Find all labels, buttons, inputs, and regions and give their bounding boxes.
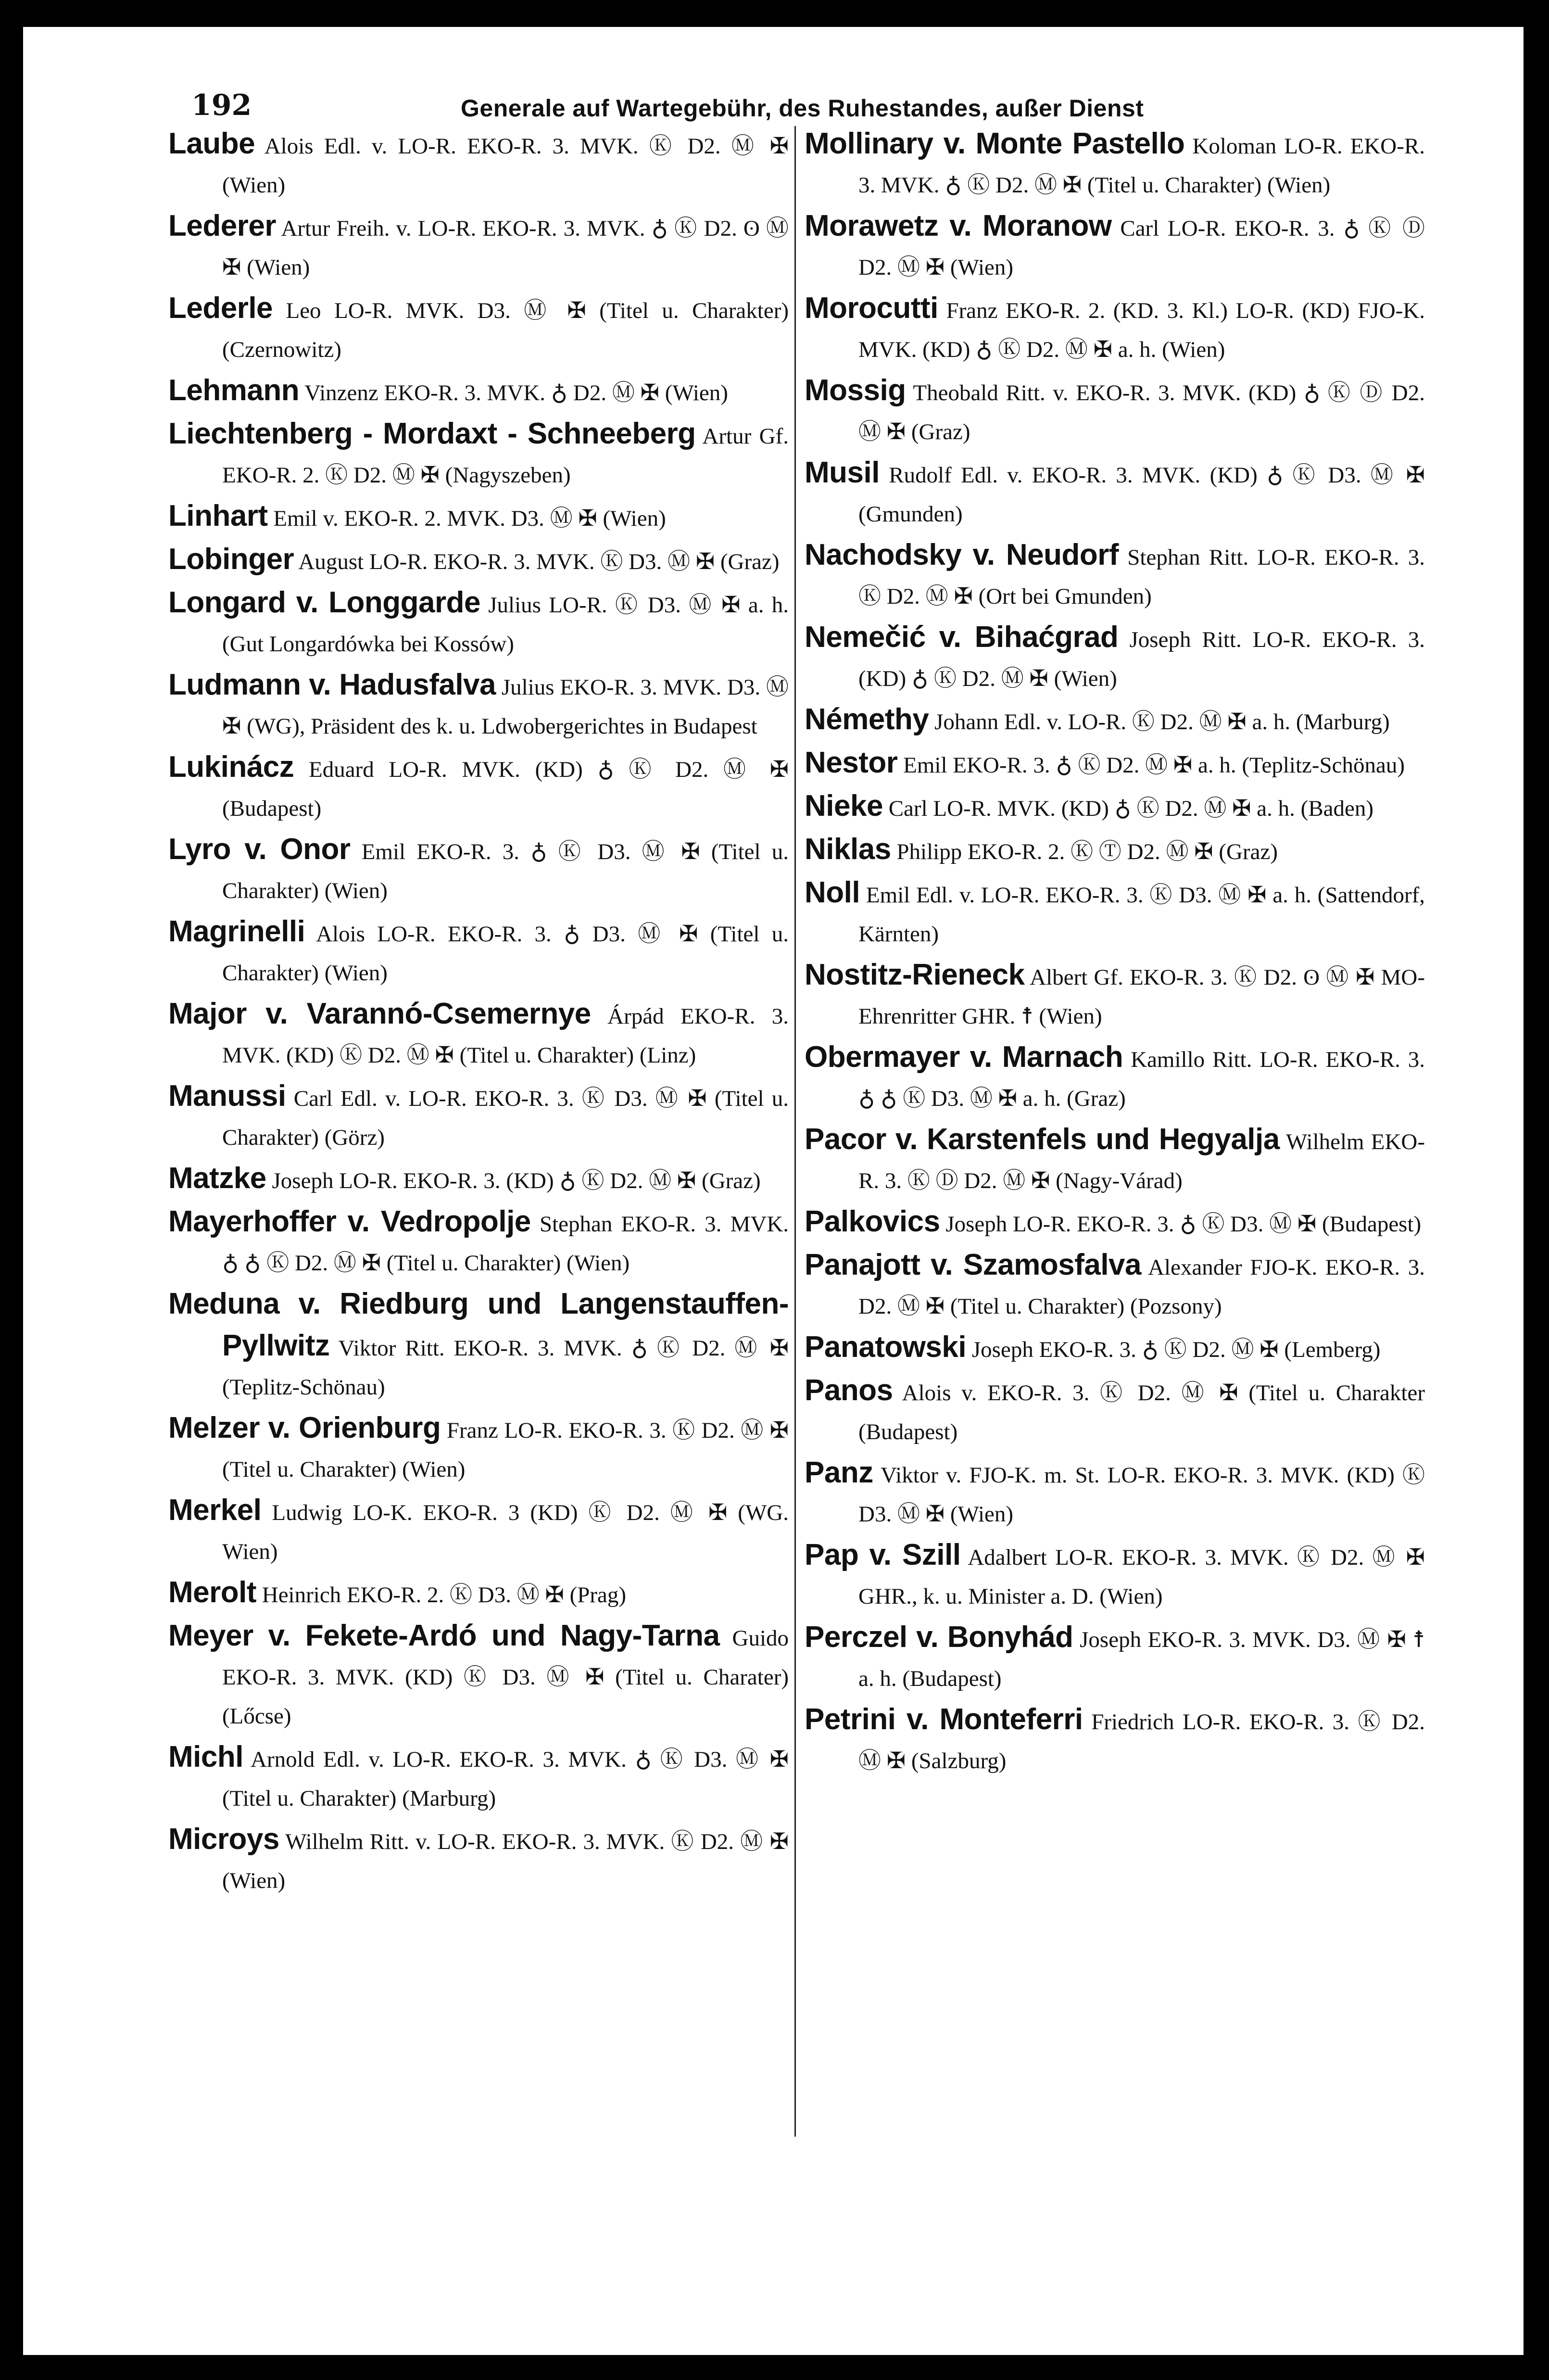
directory-entry bbox=[805, 1245, 1425, 1326]
entry-name: Lederer bbox=[168, 209, 276, 242]
entry-detail: Carl LO-R. MVK. (KD) ♁ Ⓚ D2. Ⓜ ✠ a. h. (Baden) bbox=[888, 796, 1374, 821]
entry-detail: Alois Edl. v. LO-R. EKO-R. 3. MVK. Ⓚ D2. Ⓜ ✠ (Wien) bbox=[222, 134, 789, 198]
entry-name: Longard v. Longgarde bbox=[168, 586, 480, 619]
entry-detail: Joseph LO-R. EKO-R. 3. ♁ Ⓚ D3. Ⓜ ✠ (Budapest) bbox=[945, 1212, 1422, 1237]
entry-detail: Árpád EKO-R. 3. MVK. (KD) Ⓚ D2. Ⓜ ✠ (Titel u. Charakter) (Linz) bbox=[222, 1004, 789, 1068]
entry-name: Panatowski bbox=[805, 1330, 967, 1364]
entry-name: Nieke bbox=[805, 789, 883, 823]
entry-detail: Theobald Ritt. v. EKO-R. 3. MVK. (KD) ♁ Ⓚ Ⓓ D2. Ⓜ ✠ (Graz) bbox=[858, 380, 1425, 444]
directory-entry bbox=[805, 873, 1425, 954]
entry-name: Morocutti bbox=[805, 291, 938, 325]
entry-detail: Julius EKO-R. 3. MVK. D3. Ⓜ ✠ (WG), Präsident des k. u. Ldwobergerichtes in Budapest bbox=[222, 675, 789, 739]
directory-entry bbox=[805, 1371, 1425, 1452]
entry-detail: Franz EKO-R. 2. (KD. 3. Kl.) LO-R. (KD) FJO-K. MVK. (KD) ♁ Ⓚ D2. Ⓜ ✠ a. h. (Wien) bbox=[858, 298, 1425, 362]
directory-entry bbox=[805, 1618, 1425, 1698]
directory-entry bbox=[168, 747, 789, 828]
directory-entry bbox=[805, 618, 1425, 698]
entry-detail: Viktor Ritt. EKO-R. 3. MVK. ♁ Ⓚ D2. Ⓜ ✠ (Teplitz-Schönau) bbox=[222, 1336, 789, 1400]
entry-detail: Alois LO-R. EKO-R. 3. ♁ D3. Ⓜ ✠ (Titel u. Charakter) (Wien) bbox=[222, 922, 789, 986]
directory-entry bbox=[168, 414, 789, 495]
entry-name: Merkel bbox=[168, 1494, 262, 1527]
page-number: 192 bbox=[191, 89, 252, 122]
entry-name: Lukinácz bbox=[168, 750, 294, 784]
entry-detail: Carl LO-R. EKO-R. 3. ♁ Ⓚ Ⓓ D2. Ⓜ ✠ (Wien) bbox=[858, 216, 1425, 280]
directory-entry bbox=[168, 1820, 789, 1900]
directory-entry bbox=[805, 700, 1425, 742]
entry-detail: Wilhelm EKO-R. 3. Ⓚ Ⓓ D2. Ⓜ ✠ (Nagy-Várad) bbox=[858, 1129, 1425, 1193]
directory-entry bbox=[168, 289, 789, 369]
entry-name: Laube bbox=[168, 127, 255, 160]
entry-detail: Joseph EKO-R. 3. MVK. D3. Ⓜ ✠ ☨ a. h. (Budapest) bbox=[858, 1627, 1425, 1691]
entry-name: Panajott v. Szamosfalva bbox=[805, 1248, 1142, 1281]
column-divider bbox=[794, 126, 796, 2137]
entry-name: Lederle bbox=[168, 291, 273, 325]
entry-detail: Viktor v. FJO-K. m. St. LO-R. EKO-R. 3. MVK. (KD) Ⓚ D3. Ⓜ ✠ (Wien) bbox=[858, 1463, 1425, 1527]
directory-entry bbox=[805, 535, 1425, 616]
entry-name: Panz bbox=[805, 1456, 873, 1489]
entry-name: Mollinary v. Monte Pastello bbox=[805, 127, 1185, 160]
directory-entry bbox=[805, 830, 1425, 872]
directory-entry bbox=[805, 1453, 1425, 1534]
entry-detail: Arnold Edl. v. LO-R. EKO-R. 3. MVK. ♁ Ⓚ D3. Ⓜ ✠ (Titel u. Charakter) (Marburg) bbox=[222, 1747, 789, 1811]
entry-name: Mayerhoffer v. Vedropolje bbox=[168, 1205, 531, 1238]
directory-entry bbox=[805, 1120, 1425, 1201]
entry-detail: Alois v. EKO-R. 3. Ⓚ D2. Ⓜ ✠ (Titel u. Charakter (Budapest) bbox=[858, 1380, 1425, 1444]
directory-entry bbox=[168, 540, 789, 582]
entry-name: Noll bbox=[805, 876, 860, 909]
entry-name: Perczel v. Bonyhád bbox=[805, 1620, 1073, 1654]
entry-detail: Heinrich EKO-R. 2. Ⓚ D3. Ⓜ ✠ (Prag) bbox=[262, 1582, 627, 1608]
entry-name: Panos bbox=[805, 1374, 893, 1407]
entry-name: Manussi bbox=[168, 1079, 286, 1113]
entry-name: Niklas bbox=[805, 833, 891, 866]
directory-entry bbox=[805, 289, 1425, 369]
directory-entry bbox=[168, 583, 789, 664]
entry-detail: Joseph Ritt. LO-R. EKO-R. 3. (KD) ♁ Ⓚ D2. Ⓜ ✠ (Wien) bbox=[858, 627, 1425, 691]
directory-entry bbox=[805, 1535, 1425, 1616]
directory-entry bbox=[168, 206, 789, 287]
directory-entry bbox=[168, 994, 789, 1075]
entry-detail: Leo LO-R. MVK. D3. Ⓜ ✠ (Titel u. Charakter) (Czernowitz) bbox=[222, 298, 789, 362]
entry-name: Meduna v. Riedburg und Langenstauffen-Pyllwitz bbox=[168, 1287, 789, 1362]
directory-entry bbox=[168, 1284, 789, 1407]
entry-detail: Artur Freih. v. LO-R. EKO-R. 3. MVK. ♁ Ⓚ D2. ʘ Ⓜ ✠ (Wien) bbox=[222, 216, 789, 280]
entry-detail: Carl Edl. v. LO-R. EKO-R. 3. Ⓚ D3. Ⓜ ✠ (Titel u. Charakter) (Görz) bbox=[222, 1086, 789, 1150]
directory-entry bbox=[805, 1328, 1425, 1369]
entry-name: Lobinger bbox=[168, 543, 294, 576]
entry-detail: Rudolf Edl. v. EKO-R. 3. MVK. (KD) ♁ Ⓚ D3. Ⓜ ✠ (Gmunden) bbox=[858, 463, 1425, 527]
directory-entry bbox=[805, 453, 1425, 534]
directory-entry bbox=[168, 1202, 789, 1283]
entry-name: Pacor v. Karstenfels und Hegyalja bbox=[805, 1123, 1280, 1156]
entry-name: Mossig bbox=[805, 374, 906, 407]
entry-detail: Vinzenz EKO-R. 3. MVK. ♁ D2. Ⓜ ✠ (Wien) bbox=[304, 380, 728, 405]
entry-name: Magrinelli bbox=[168, 915, 305, 948]
entry-detail: Kamillo Ritt. LO-R. EKO-R. 3. ♁ ♁ Ⓚ D3. Ⓜ ✠ a. h. (Graz) bbox=[858, 1047, 1425, 1111]
entry-name: Major v. Varannó-Csemernye bbox=[168, 997, 591, 1030]
entry-detail: Artur Gf. EKO-R. 2. Ⓚ D2. Ⓜ ✠ (Nagyszeben) bbox=[222, 424, 789, 488]
directory-entry bbox=[168, 830, 789, 911]
running-title: Generale auf Wartegebühr, des Ruhestandes, außer Dienst bbox=[461, 95, 1144, 122]
entry-detail: Johann Edl. v. LO-R. Ⓚ D2. Ⓜ ✠ a. h. (Marburg) bbox=[934, 709, 1390, 734]
entry-name: Némethy bbox=[805, 703, 929, 736]
directory-entry bbox=[805, 206, 1425, 287]
directory-entry bbox=[168, 665, 789, 746]
entry-detail: Eduard LO-R. MVK. (KD) ♁ Ⓚ D2. Ⓜ ✠ (Budapest) bbox=[222, 757, 789, 821]
directory-entry bbox=[168, 1737, 789, 1818]
entry-name: Nemečić v. Bihaćgrad bbox=[805, 620, 1119, 654]
entry-detail: Guido EKO-R. 3. MVK. (KD) Ⓚ D3. Ⓜ ✠ (Titel u. Charater) (Lőcse) bbox=[222, 1626, 789, 1729]
right-column bbox=[805, 124, 1425, 1782]
entry-detail: August LO-R. EKO-R. 3. MVK. Ⓚ D3. Ⓜ ✠ (Graz) bbox=[298, 549, 780, 574]
entry-detail: Emil EKO-R. 3. ♁ Ⓚ D2. Ⓜ ✠ a. h. (Teplitz-Schönau) bbox=[903, 753, 1405, 778]
directory-entry bbox=[805, 1700, 1425, 1781]
entry-detail: Joseph LO-R. EKO-R. 3. (KD) ♁ Ⓚ D2. Ⓜ ✠ (Graz) bbox=[272, 1168, 761, 1193]
entry-detail: Friedrich LO-R. EKO-R. 3. Ⓚ D2. Ⓜ ✠ (Salzburg) bbox=[858, 1709, 1425, 1773]
entry-detail: Stephan Ritt. LO-R. EKO-R. 3. Ⓚ D2. Ⓜ ✠ (Ort bei Gmunden) bbox=[858, 545, 1425, 609]
entry-detail: Wilhelm Ritt. v. LO-R. EKO-R. 3. MVK. Ⓚ D2. Ⓜ ✠ (Wien) bbox=[222, 1829, 789, 1893]
entry-name: Nostitz-Rieneck bbox=[805, 958, 1025, 991]
entry-detail: Julius LO-R. Ⓚ D3. Ⓜ ✠ a. h. (Gut Longardówka bei Kossów) bbox=[222, 593, 789, 657]
directory-entry bbox=[168, 1076, 789, 1157]
entry-detail: Koloman LO-R. EKO-R. 3. MVK. ♁ Ⓚ D2. Ⓜ ✠ (Titel u. Charakter) (Wien) bbox=[858, 134, 1425, 198]
entry-name: Linhart bbox=[168, 499, 268, 532]
entry-detail: Emil v. EKO-R. 2. MVK. D3. Ⓜ ✠ (Wien) bbox=[273, 506, 666, 531]
directory-entry bbox=[805, 124, 1425, 205]
entry-name: Morawetz v. Moranow bbox=[805, 209, 1112, 242]
entry-name: Musil bbox=[805, 456, 880, 489]
directory-entry bbox=[805, 955, 1425, 1036]
entry-detail: Stephan EKO-R. 3. MVK. ♁ ♁ Ⓚ D2. Ⓜ ✠ (Titel u. Charakter) (Wien) bbox=[222, 1212, 789, 1276]
directory-entry bbox=[168, 1408, 789, 1489]
entry-detail: Albert Gf. EKO-R. 3. Ⓚ D2. ʘ Ⓜ ✠ MO-Ehrenritter GHR. ☨ (Wien) bbox=[858, 965, 1425, 1029]
directory-entry bbox=[168, 912, 789, 993]
entry-detail: Joseph EKO-R. 3. ♁ Ⓚ D2. Ⓜ ✠ (Lemberg) bbox=[971, 1337, 1381, 1362]
entry-name: Nestor bbox=[805, 746, 898, 779]
directory-entry bbox=[168, 1491, 789, 1571]
directory-entry bbox=[805, 1202, 1425, 1244]
entry-name: Ludmann v. Hadusfalva bbox=[168, 668, 496, 701]
entry-name: Microys bbox=[168, 1823, 279, 1856]
directory-entry bbox=[168, 1573, 789, 1615]
entry-name: Nachodsky v. Neudorf bbox=[805, 538, 1119, 571]
entry-name: Matzke bbox=[168, 1162, 266, 1195]
directory-entry bbox=[805, 786, 1425, 828]
directory-entry bbox=[805, 371, 1425, 452]
entry-name: Obermayer v. Marnach bbox=[805, 1040, 1123, 1074]
entry-name: Michl bbox=[168, 1740, 243, 1773]
entry-name: Petrini v. Monteferri bbox=[805, 1703, 1083, 1736]
directory-entry bbox=[805, 743, 1425, 785]
entry-detail: Philipp EKO-R. 2. Ⓚ Ⓣ D2. Ⓜ ✠ (Graz) bbox=[896, 839, 1278, 864]
entry-name: Lyro v. Onor bbox=[168, 833, 351, 866]
directory-entry bbox=[168, 371, 789, 413]
entry-detail: Emil EKO-R. 3. ♁ Ⓚ D3. Ⓜ ✠ (Titel u. Charakter) (Wien) bbox=[222, 839, 789, 903]
directory-entry bbox=[805, 1038, 1425, 1118]
directory-entry bbox=[168, 1159, 789, 1201]
entry-detail: Adalbert LO-R. EKO-R. 3. MVK. Ⓚ D2. Ⓜ ✠ GHR., k. u. Minister a. D. (Wien) bbox=[858, 1545, 1425, 1609]
entry-name: Lehmann bbox=[168, 374, 300, 407]
entry-name: Palkovics bbox=[805, 1205, 940, 1238]
entry-detail: Franz LO-R. EKO-R. 3. Ⓚ D2. Ⓜ ✠ (Titel u. Charakter) (Wien) bbox=[222, 1418, 789, 1482]
entry-name: Melzer v. Orienburg bbox=[168, 1411, 441, 1444]
entry-detail: Emil Edl. v. LO-R. EKO-R. 3. Ⓚ D3. Ⓜ ✠ a. h. (Sattendorf, Kärnten) bbox=[858, 883, 1425, 947]
entry-name: Pap v. Szill bbox=[805, 1538, 961, 1571]
entry-name: Liechtenberg - Mordaxt - Schneeberg bbox=[168, 417, 696, 450]
entry-name: Merolt bbox=[168, 1576, 256, 1609]
directory-entry bbox=[168, 124, 789, 205]
entry-detail: Alexander FJO-K. EKO-R. 3. D2. Ⓜ ✠ (Titel u. Charakter) (Pozsony) bbox=[858, 1255, 1425, 1319]
directory-entry bbox=[168, 1616, 789, 1736]
directory-entry bbox=[168, 496, 789, 538]
left-column bbox=[168, 124, 789, 1902]
entry-detail: Ludwig LO-K. EKO-R. 3 (KD) Ⓚ D2. Ⓜ ✠ (WG. Wien) bbox=[222, 1500, 789, 1564]
entry-name: Meyer v. Fekete-Ardó und Nagy-Tarna bbox=[168, 1619, 720, 1652]
